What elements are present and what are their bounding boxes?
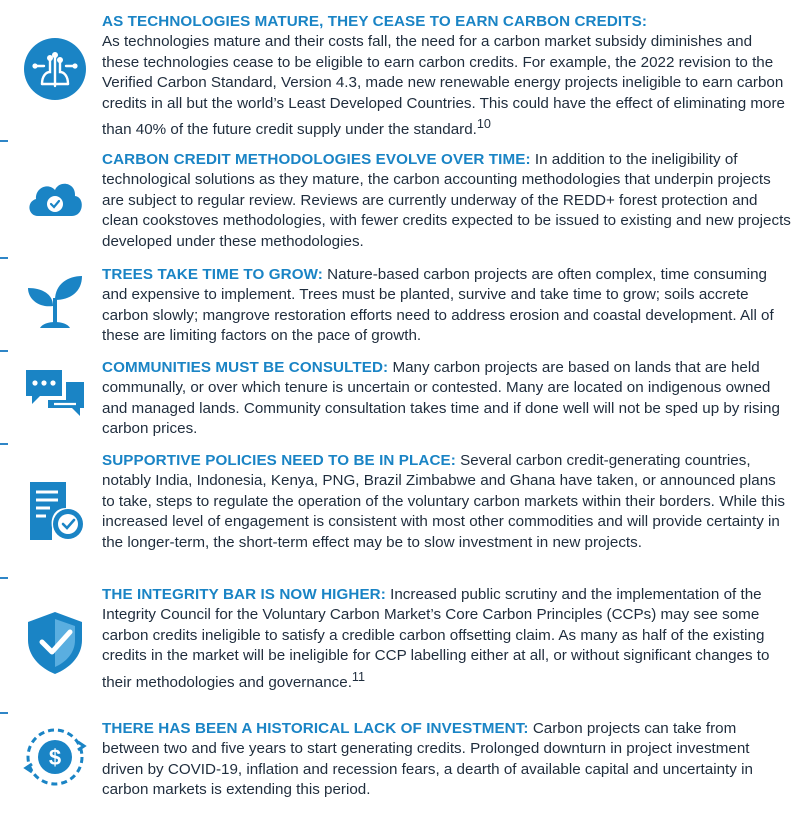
circuit-hand-icon	[22, 36, 88, 102]
section-heading: TREES TAKE TIME TO GROW:	[102, 266, 323, 283]
section-text	[102, 150, 792, 252]
chat-bubbles-icon	[22, 362, 88, 428]
section-body: Several carbon credit-generating countries, notably India, Indonesia, Kenya, PNG, Brazil Zimbabwe and Ghana have taken, or announced plans to take, steps to regulate the operation of the voluntary carbon markets within their borders. While this increased level of engagement is consistent with most other commodities and will provide certainty in the longer-term, the short-term effect may be to slow investment in new projects.	[102, 452, 785, 551]
footnote-ref: 10	[476, 117, 491, 132]
section-text	[102, 12, 792, 141]
section-divider	[0, 140, 8, 142]
section-text	[102, 265, 792, 347]
section-text	[102, 451, 792, 553]
section-divider	[0, 443, 8, 445]
section-heading: COMMUNITIES MUST BE CONSULTED:	[102, 359, 389, 376]
section-body: In addition to the ineligibility of technological solutions as they mature, the carbon accounting methodologies that underpin projects are subject to regular review. Reviews are currently underway of the REDD+ forest protection and clean cookstoves methodologies, with fewer credits expected to be issued to existing and new projects developed under these methodologies.	[102, 151, 791, 250]
footnote-ref: 11	[351, 669, 366, 684]
section-text	[102, 585, 792, 693]
section-body: Many carbon projects are based on lands that are held communally, or over which tenure is uncertain or contested. Many are located on indigenous owned and managed lands. Community consultation takes time and if done well will not be sped up by rising carbon prices.	[102, 359, 780, 438]
dollar-cycle-icon	[22, 724, 88, 790]
policy-document-icon	[22, 478, 88, 544]
section-divider	[0, 350, 8, 352]
section-body: Carbon projects can take from between two and five years to start generating credits. Prolonged downturn in project investment driven by COVID-19, inflation and recession fears, a dearth of available capital and uncertainty in carbon markets is extending this period.	[102, 720, 753, 799]
section-body: Increased public scrutiny and the implementation of the Integrity Council for the Voluntary Carbon Market’s Core Carbon Principles (CCPs) may see some carbon credits ineligible to satisfy a credible carbon offsetting claim. As many as half of the existing credits in the market will be ineligible for CCP labelling either at all, or without significant changes to their methodologies and governance.	[102, 586, 770, 691]
section-divider	[0, 712, 8, 714]
section-heading: CARBON CREDIT METHODOLOGIES EVOLVE OVER TIME:	[102, 151, 531, 168]
section-heading: THE INTEGRITY BAR IS NOW HIGHER:	[102, 586, 386, 603]
svg-text:$: $	[48, 745, 62, 770]
section-body: Nature-based carbon projects are often complex, time consuming and expensive to implement. Trees must be planted, survive and take time to grow; soils accrete carbon slowly; mangrove restoration efforts need to address erosion and coastal development. All of these are limiting factors on the pace of growth.	[102, 266, 774, 345]
section-text	[102, 719, 792, 801]
section-heading: SUPPORTIVE POLICIES NEED TO BE IN PLACE:	[102, 452, 456, 469]
section-divider	[0, 577, 8, 579]
section-text	[102, 358, 792, 440]
section-heading: THERE HAS BEEN A HISTORICAL LACK OF INVESTMENT:	[102, 720, 529, 737]
shield-check-icon	[22, 610, 88, 676]
section-divider	[0, 257, 8, 259]
section-body: As technologies mature and their costs fall, the need for a carbon market subsidy diminishes and these technologies cease to be eligible to earn carbon credits. For example, the 2022 revision to the Verified Carbon Standard, Version 4.3, made new renewable energy projects ineligible to earn carbon credits in all but the world’s Least Developed Countries. This could have the effect of eliminating more than 40% of the future credit supply under the standard.	[102, 33, 785, 139]
cloud-check-icon	[22, 166, 88, 232]
section-heading: AS TECHNOLOGIES MATURE, THEY CEASE TO EARN CARBON CREDITS:	[102, 13, 647, 30]
sprout-icon	[22, 266, 88, 332]
